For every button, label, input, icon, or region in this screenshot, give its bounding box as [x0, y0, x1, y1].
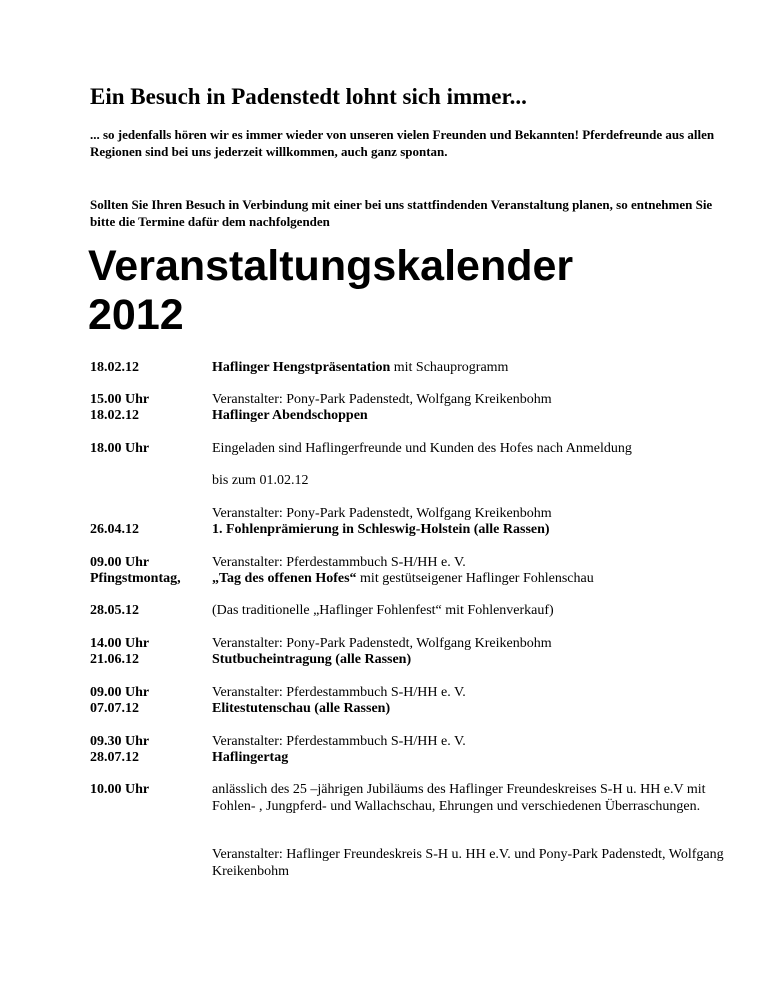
- date-label: 28.07.12: [90, 750, 139, 765]
- date-label: 07.07.12: [90, 701, 139, 716]
- date-label: 18.02.12: [90, 360, 139, 375]
- time-label: 15.00 Uhr: [90, 392, 150, 407]
- event-title-rest: mit gestütseigener Haflinger Fohlenschau: [356, 571, 594, 586]
- calendar-title-word: Veranstaltungskalender: [88, 242, 574, 290]
- date-label: Pfingstmontag,: [90, 571, 181, 586]
- time-label: 09.00 Uhr: [90, 555, 150, 570]
- event-description: Eingeladen sind Haflingerfreunde und Kunden des Hofes nach Anmeldung: [212, 441, 632, 456]
- event-title-bold: Haflinger Hengstpräsentation: [212, 360, 391, 375]
- event-title: [212, 360, 508, 376]
- event-organizer: Veranstalter: Pferdestammbuch S-H/HH e. V.: [212, 555, 466, 570]
- event-title: [212, 571, 594, 587]
- page-heading: Ein Besuch in Padenstedt lohnt sich immer...: [90, 84, 527, 109]
- time-label: 09.30 Uhr: [90, 734, 150, 749]
- date-label: 18.02.12: [90, 408, 139, 423]
- event-organizer: Veranstalter: Pony-Park Padenstedt, Wolfgang Kreikenbohm: [212, 506, 552, 521]
- event-organizer: Veranstalter: Pferdestammbuch S-H/HH e. V.: [212, 734, 466, 749]
- event-title: 1. Fohlenprämierung in Schleswig-Holstein (alle Rassen): [212, 522, 550, 537]
- date-label: 26.04.12: [90, 522, 139, 537]
- event-title: Stutbucheintragung (alle Rassen): [212, 652, 412, 667]
- event-organizer: Veranstalter: Pony-Park Padenstedt, Wolfgang Kreikenbohm: [212, 636, 552, 651]
- event-description: anlässlich des 25 –jährigen Jubiläums des Haflinger Freundeskreises S-H u. HH e.V mit Fohlen- , Jungpferd- und Wallachschau, Ehrungen und verschiedenen Überraschungen.: [212, 782, 706, 814]
- event-title: Haflinger Abendschoppen: [212, 408, 368, 423]
- time-label: 18.00 Uhr: [90, 441, 150, 456]
- time-label: 09.00 Uhr: [90, 685, 150, 700]
- event-title: Haflingertag: [212, 750, 289, 765]
- event-title: Elitestutenschau (alle Rassen): [212, 701, 391, 716]
- calendar-title: [88, 242, 573, 340]
- event-note: (Das traditionelle „Haflinger Fohlenfest“ mit Fohlenverkauf): [212, 603, 554, 618]
- date-label: 21.06.12: [90, 652, 139, 667]
- intro-paragraph: ... so jedenfalls hören wir es immer wieder von unseren vielen Freunden und Bekannten! Pferdefreunde aus allen Regionen sind bei uns jederzeit willkommen, auch ganz spontan.: [90, 127, 715, 159]
- event-organizer: Veranstalter: Haflinger Freundeskreis S-H u. HH e.V. und Pony-Park Padenstedt, Wolfgang Kreikenbohm: [212, 847, 724, 879]
- time-label: 14.00 Uhr: [90, 636, 150, 651]
- event-title-bold: „Tag des offenen Hofes“: [212, 571, 357, 586]
- intro-paragraph-event: Sollten Sie Ihren Besuch in Verbindung mit einer bei uns stattfindenden Veranstaltung planen, so entnehmen Sie bitte die Termine dafür dem nachfolgenden: [90, 197, 713, 229]
- event-organizer: Veranstalter: Pferdestammbuch S-H/HH e. V.: [212, 685, 466, 700]
- time-label: 10.00 Uhr: [90, 782, 150, 797]
- event-organizer: Veranstalter: Pony-Park Padenstedt, Wolfgang Kreikenbohm: [212, 392, 552, 407]
- event-deadline: bis zum 01.02.12: [212, 473, 309, 488]
- calendar-title-year: 2012: [88, 291, 184, 339]
- event-title-rest: mit Schauprogramm: [390, 360, 509, 375]
- date-label: 28.05.12: [90, 603, 139, 618]
